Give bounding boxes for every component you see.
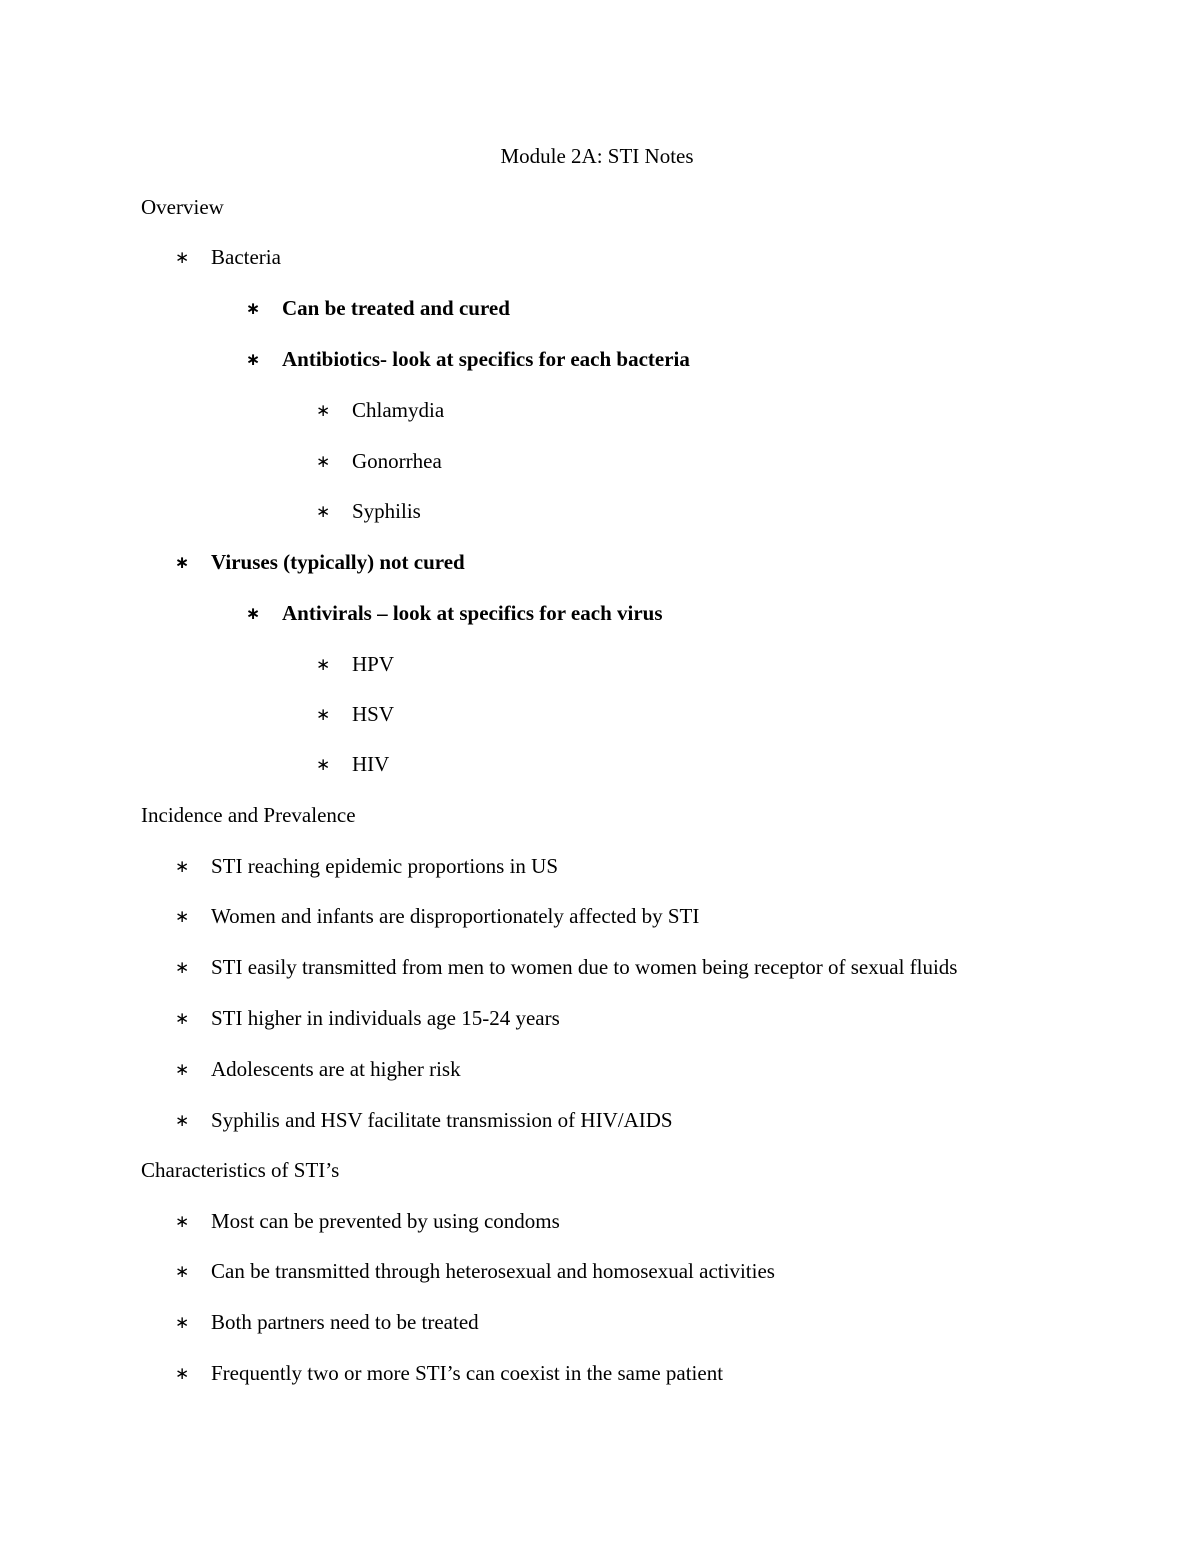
list-item-text: HIV	[352, 752, 390, 776]
list-item	[175, 1359, 724, 1387]
list-item	[246, 599, 663, 627]
list-item	[175, 953, 958, 981]
asterisk-bullet-icon: ∗	[316, 705, 331, 725]
list-item-text: HSV	[352, 702, 395, 726]
list-item-text: Syphilis and HSV facilitate transmission of HIV/AIDS	[211, 1108, 673, 1132]
list-item-text: Can be treated and cured	[282, 296, 510, 320]
asterisk-bullet-icon: ∗	[246, 299, 261, 319]
list-item-text: Viruses (typically) not cured	[211, 550, 465, 574]
list-item-text: Frequently two or more STI’s can coexist in the same patient	[211, 1361, 724, 1385]
asterisk-bullet-icon: ∗	[175, 1313, 190, 1333]
asterisk-bullet-icon: ∗	[175, 1009, 190, 1029]
list-item	[246, 294, 510, 322]
list-item	[175, 1207, 560, 1235]
list-item	[316, 447, 442, 475]
list-item-text: Chlamydia	[352, 398, 445, 422]
list-item	[175, 1257, 775, 1285]
list-item-text: STI reaching epidemic proportions in US	[211, 854, 559, 878]
asterisk-bullet-icon: ∗	[175, 1262, 190, 1282]
asterisk-bullet-icon: ∗	[316, 452, 331, 472]
asterisk-bullet-icon: ∗	[175, 907, 190, 927]
list-item	[316, 497, 421, 525]
asterisk-bullet-icon: ∗	[316, 755, 331, 775]
asterisk-bullet-icon: ∗	[175, 1111, 190, 1131]
list-item	[316, 700, 395, 728]
list-item-text: Adolescents are at higher risk	[211, 1057, 461, 1081]
list-item-text: Antibiotics- look at specifics for each bacteria	[282, 347, 690, 371]
asterisk-bullet-icon: ∗	[175, 248, 190, 268]
asterisk-bullet-icon: ∗	[175, 1364, 190, 1384]
list-item	[175, 243, 281, 271]
list-item-text: STI easily transmitted from men to women due to women being receptor of sexual fluids	[211, 955, 958, 979]
list-item-text: Syphilis	[352, 499, 421, 523]
asterisk-bullet-icon: ∗	[316, 401, 331, 421]
list-item-text: Can be transmitted through heterosexual and homosexual activities	[211, 1259, 775, 1283]
list-item	[316, 650, 395, 678]
list-item-text: STI higher in individuals age 15-24 years	[211, 1006, 560, 1030]
asterisk-bullet-icon: ∗	[175, 958, 190, 978]
asterisk-bullet-icon: ∗	[316, 502, 331, 522]
list-item	[316, 750, 390, 778]
asterisk-bullet-icon: ∗	[246, 604, 261, 624]
list-item-text: Bacteria	[211, 245, 281, 269]
list-item-text: HPV	[352, 652, 395, 676]
asterisk-bullet-icon: ∗	[175, 857, 190, 877]
list-item	[175, 548, 465, 576]
list-item	[175, 1106, 673, 1134]
list-item	[175, 1055, 461, 1083]
asterisk-bullet-icon: ∗	[175, 553, 190, 573]
section-heading-incidence: Incidence and Prevalence	[141, 803, 356, 827]
page-title: Module 2A: STI Notes	[500, 144, 694, 168]
section-heading-characteristics: Characteristics of STI’s	[141, 1158, 340, 1182]
list-item	[175, 1308, 479, 1336]
asterisk-bullet-icon: ∗	[175, 1060, 190, 1080]
list-item	[316, 396, 445, 424]
section-heading-overview: Overview	[141, 195, 224, 219]
list-item	[175, 852, 559, 880]
list-item-text: Women and infants are disproportionately affected by STI	[211, 904, 700, 928]
list-item	[175, 1004, 560, 1032]
asterisk-bullet-icon: ∗	[316, 655, 331, 675]
list-item-text: Both partners need to be treated	[211, 1310, 479, 1334]
asterisk-bullet-icon: ∗	[175, 1212, 190, 1232]
list-item	[175, 902, 700, 930]
list-item	[246, 345, 690, 373]
list-item-text: Antivirals – look at specifics for each virus	[282, 601, 663, 625]
list-item-text: Most can be prevented by using condoms	[211, 1209, 560, 1233]
list-item-text: Gonorrhea	[352, 449, 442, 473]
asterisk-bullet-icon: ∗	[246, 350, 261, 370]
